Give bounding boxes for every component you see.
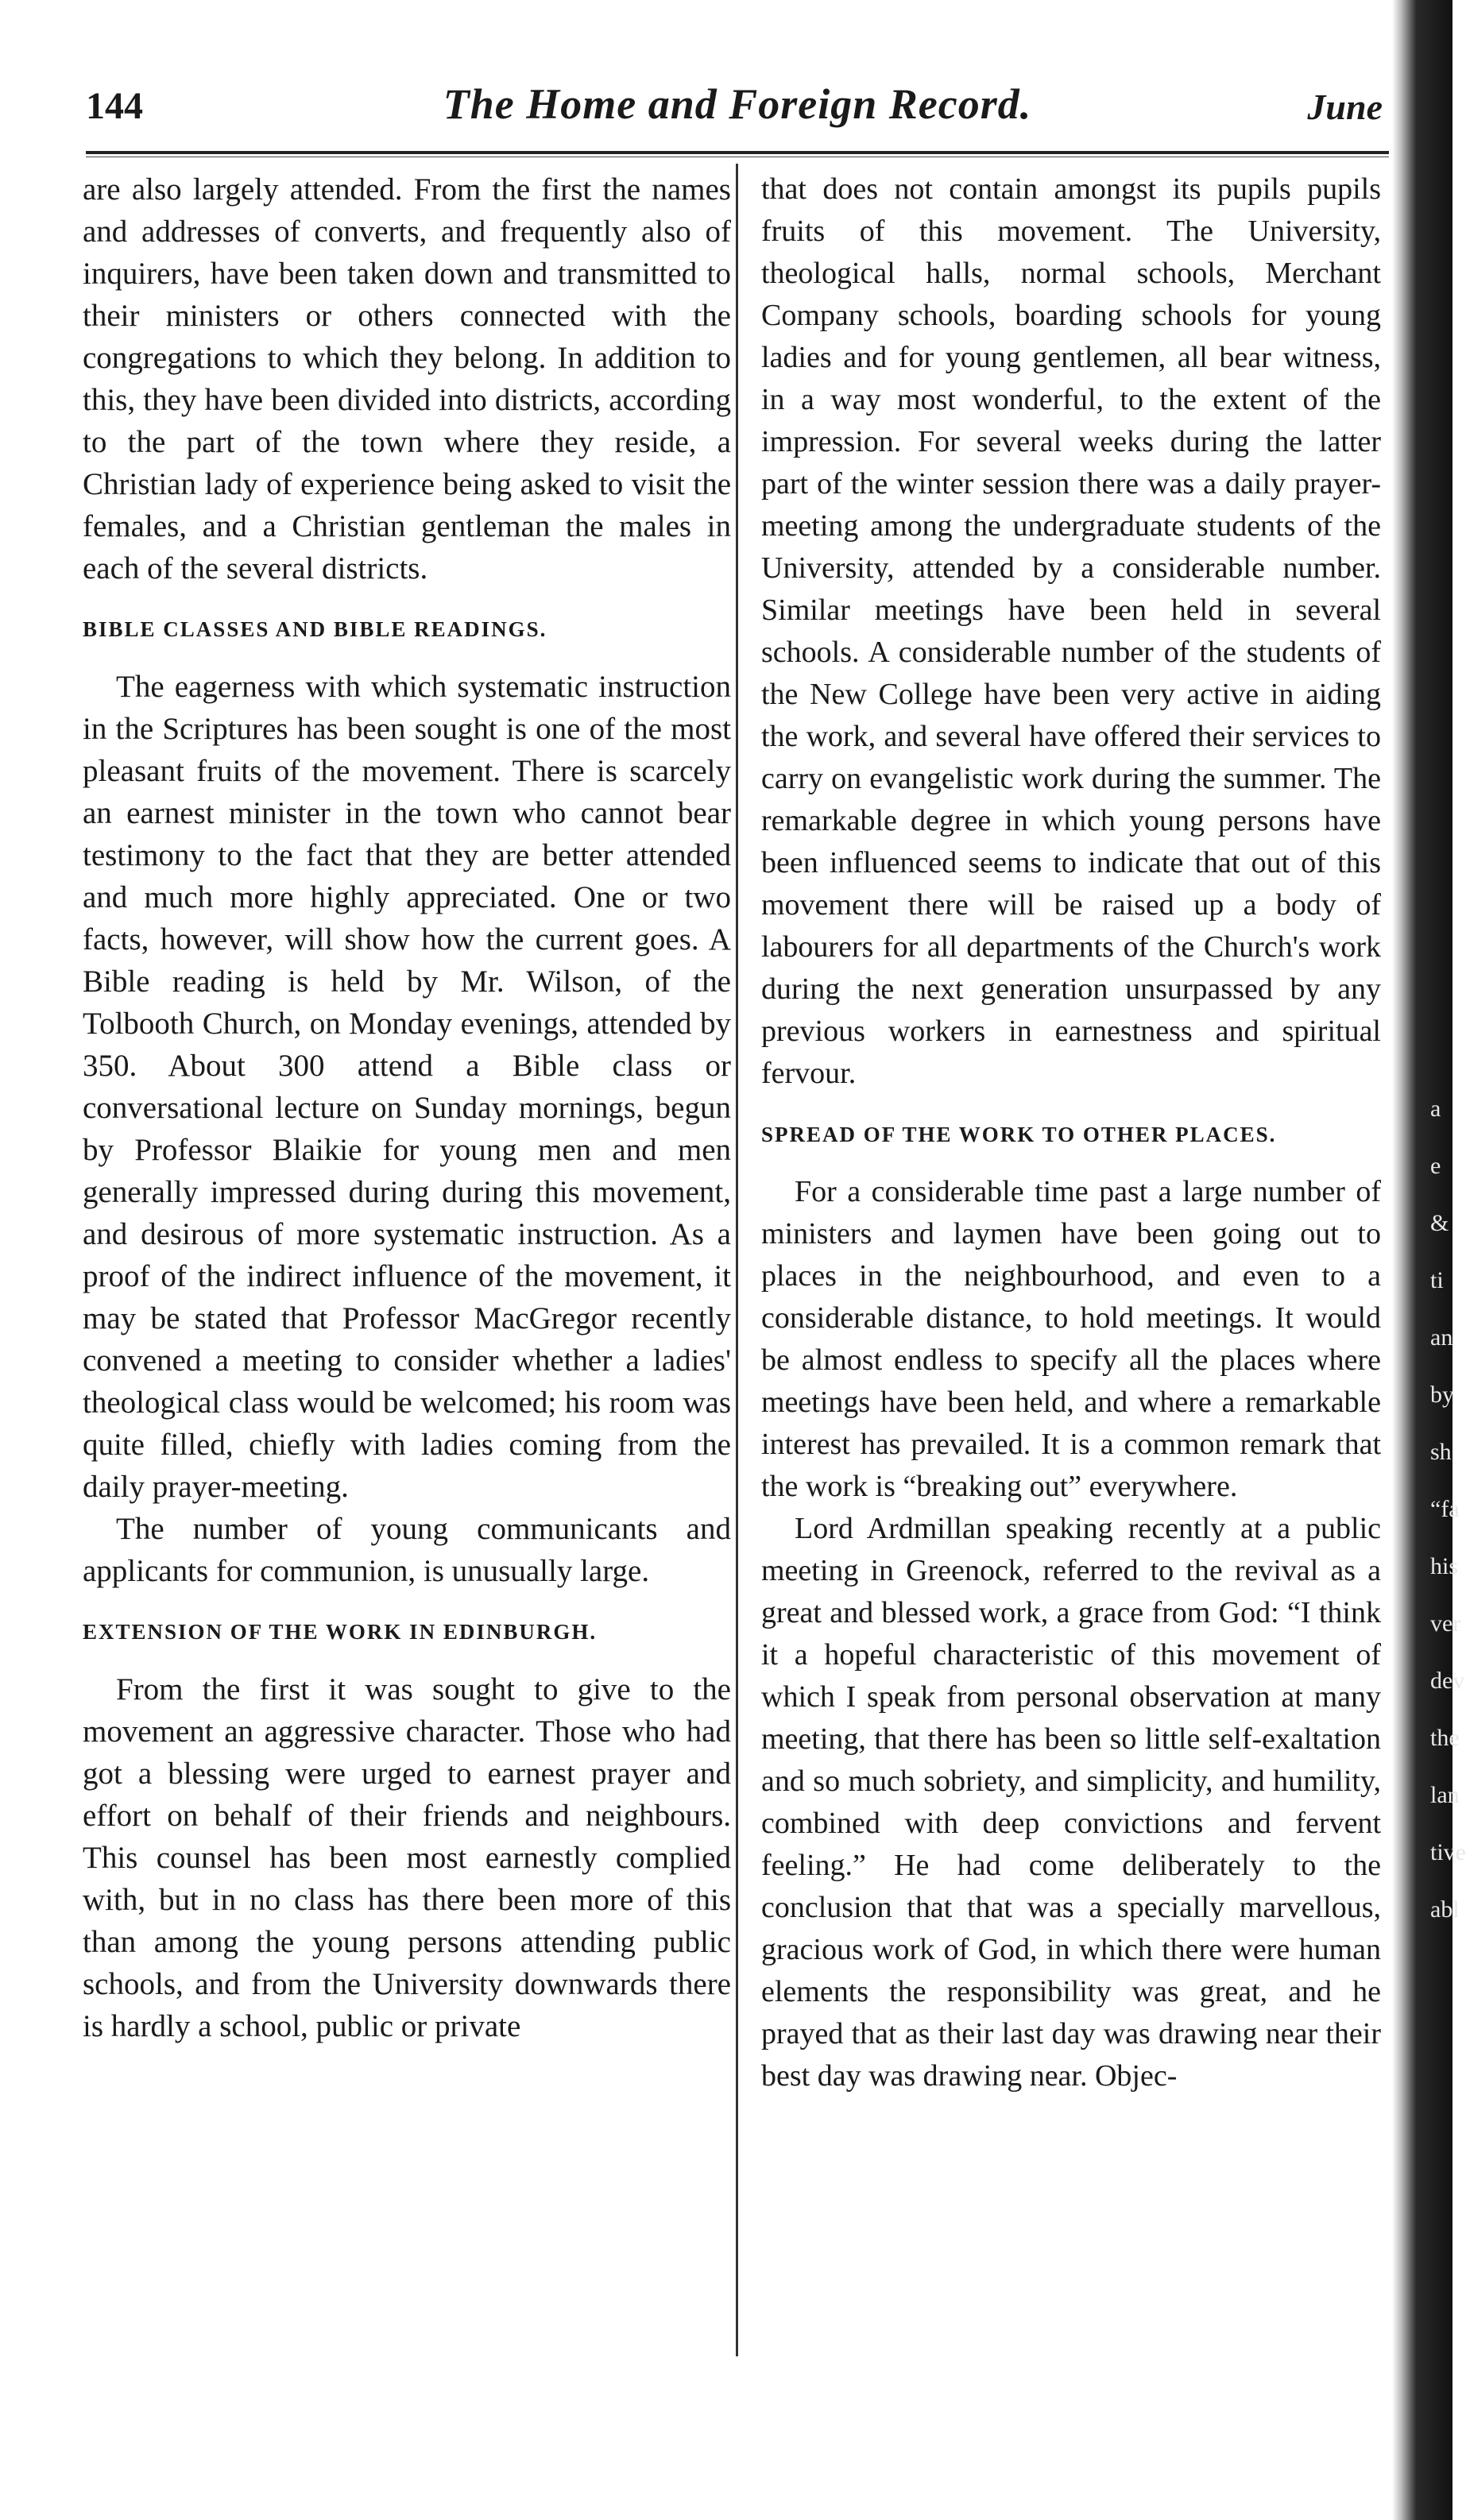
right-paragraph-3: Lord Ardmillan speaking recently at a public meeting in Greenock, referred to the revival as a great and blessed work, a grace from God: “I think it a hopeful characteristic of this movement of which I speak from personal observation at many meeting, that there has been so little self-exaltation and so much sobriety, and simplicity, and humility, combined with deep convictions and fervent feeling.” He had come deliberately to the conclusion that that was a specially marvellous, gracious work of God, in which there were human elements the responsibility was great, and he prayed that as their last day was drawing near their best day was drawing near. Objec-	[761, 1512, 1381, 2093]
page-number: 144	[86, 85, 143, 127]
column-divider	[736, 164, 738, 2356]
left-paragraph-1: are also largely attended. From the first the names and addresses of converts, and frequently also of inquirers, have been taken down and transmitted to their ministers or others connected with the congregations to which they belong. In addition to this, they have been divided into districts, according to the part of the town where they reside, a Christian lady of experience being asked to visit the females, and a Christian gentleman the males in each of the several districts.	[83, 172, 731, 586]
fragment: sh	[1430, 1439, 1452, 1465]
fragment: his	[1430, 1553, 1459, 1579]
running-title: The Home and Foreign Record.	[443, 80, 1032, 128]
fragment: e	[1430, 1153, 1441, 1179]
fragment: dev	[1430, 1668, 1465, 1694]
fragment: the	[1430, 1725, 1460, 1751]
section-heading-spread: SPREAD OF THE WORK TO OTHER PLACES.	[761, 1123, 1277, 1146]
header-rule	[86, 151, 1389, 154]
fragment: abl	[1430, 1896, 1460, 1923]
fragment: by	[1430, 1382, 1454, 1408]
fragment: &	[1430, 1210, 1449, 1236]
section-heading-bible-classes: BIBLE CLASSES AND BIBLE READINGS.	[83, 617, 547, 641]
fragment: an	[1430, 1324, 1453, 1351]
facing-page-fragments	[1430, 1080, 1466, 1938]
fragment: ti	[1430, 1267, 1444, 1293]
section-heading-extension: EXTENSION OF THE WORK IN EDINBURGH.	[83, 1620, 598, 1644]
fragment: ver	[1430, 1610, 1461, 1637]
left-paragraph-3: The number of young communicants and applicants for communion, is unusually large.	[83, 1512, 731, 1588]
left-column	[83, 168, 731, 2047]
running-month: June	[1307, 87, 1383, 127]
fragment: a	[1430, 1096, 1441, 1122]
fragment: tive	[1430, 1839, 1466, 1865]
left-paragraph-4: From the first it was sought to give to the movement an aggressive character. Those who had got a blessing were urged to earnest prayer and effort on behalf of their friends and neighbours. This counsel has been most earnestly complied with, but in no class has there been more of this than among the young persons attending public schools, and from the University downwards there is hardly a school, public or private	[83, 1672, 731, 2043]
right-column	[761, 168, 1381, 2097]
fragment: “fa	[1430, 1496, 1460, 1522]
left-paragraph-2: The eagerness with which systematic instruction in the Scriptures has been sought is one of the most pleasant fruits of the movement. There is scarcely an earnest minister in the town who cannot bear testimony to the fact that they are better attended and much more highly appreciated. One or two facts, however, will show how the current goes. A Bible reading is held by Mr. Wilson, of the Tolbooth Church, on Monday evenings, attended by 350. About 300 attend a Bible class or conversational lecture on Sunday mornings, begun by Professor Blaikie for young men and men generally impressed during during this movement, and desirous of more systematic instruction. As a proof of the indirect influence of the movement, it may be stated that Professor MacGregor recently convened a meeting to consider whether a ladies' theological class would be welcomed; his room was quite filled, chiefly with ladies coming from the daily prayer-meeting.	[83, 670, 731, 1504]
right-paragraph-2: For a considerable time past a large number of ministers and laymen have been going out to places in the neighbourhood, and even to a considerable distance, to hold meetings. It would be almost endless to specify all the places where meetings have been held, and where a remarkable interest has prevailed. It is a common remark that the work is “breaking out” everywhere.	[761, 1175, 1381, 1503]
right-paragraph-1: that does not contain amongst its pupils pupils fruits of this movement. The University, theological halls, normal schools, Merchant Company schools, boarding schools for young ladies and for young gentlemen, all bear witness, in a way most wonderful, to the extent of the impression. For several weeks during the latter part of the winter session there was a daily prayer-meeting among the undergraduate students of the University, attended by a considerable number. Similar meetings have been held in several schools. A considerable number of the students of the New College have been very active in aiding the work, and several have offered their services to carry on evangelistic work during the summer. The remarkable degree in which young persons have been influenced seems to indicate that out of this movement there will be raised up a body of labourers for all departments of the Church's work during the next generation unsurpassed by any previous workers in earnestness and spiritual fervour.	[761, 172, 1381, 1090]
fragment: lan	[1430, 1782, 1460, 1808]
page-header	[86, 76, 1389, 141]
